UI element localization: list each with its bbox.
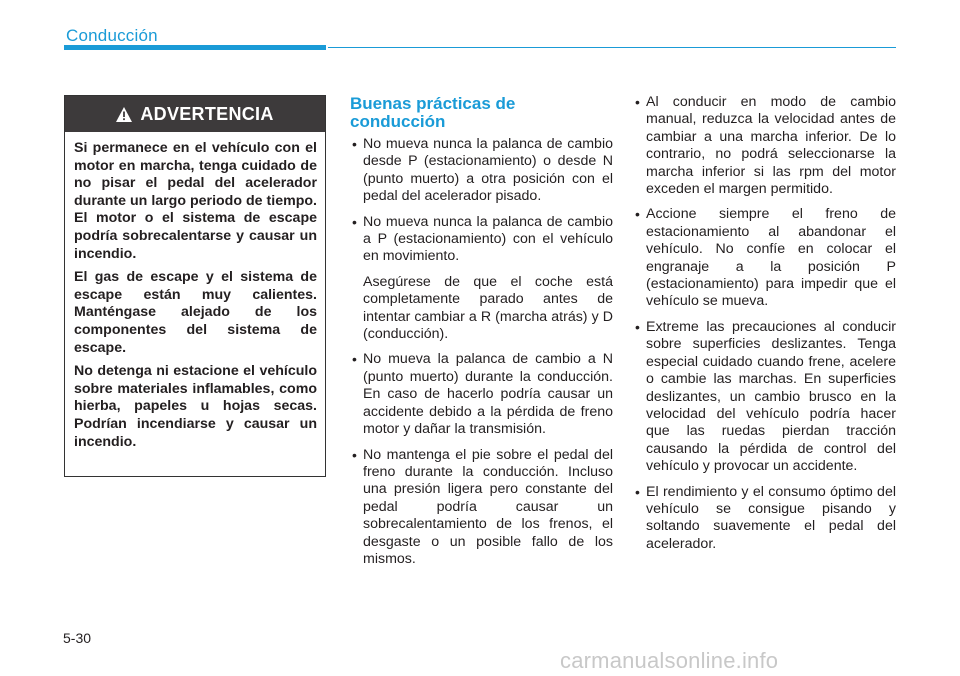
- page-number: 5-30: [63, 630, 92, 646]
- bullet-dot: •: [352, 446, 357, 463]
- warning-title: ADVERTENCIA: [140, 103, 274, 124]
- list-item: [632, 319, 896, 476]
- header-rule-thin: [328, 47, 896, 48]
- list-item-text: No mueva nunca la palanca de cambio a P (estacionamiento) con el vehículo en movimiento.: [363, 213, 613, 265]
- warning-paragraph: El gas de escape y el sistema de escape están muy calientes. Manténgase alejado de los componentes del sistema de escape.: [74, 269, 317, 356]
- list-item-text: Al conducir en modo de cambio manual, reduzca la velocidad antes de cambiar a una marcha inferior. De lo contrario, no podrá seleccionarse la marcha inferior si las rpm del motor exceden el margen permitido.: [646, 94, 896, 198]
- warning-paragraph: No detenga ni estacione el vehículo sobre materiales inflamables, como hierba, papeles u hojas secas. Podrían incendiarse y causar un incendio.: [74, 363, 317, 450]
- warning-header: [65, 96, 325, 132]
- bullet-dot: •: [635, 318, 640, 335]
- right-column: [632, 94, 896, 561]
- list-item-text: Accione siempre el freno de estacionamiento al abandonar el vehículo. No confíe en colocar el engranaje a la posición P (estacionamiento) para impedir que el vehículo se mueva.: [646, 206, 896, 310]
- list-item-text: No mantenga el pie sobre el pedal del freno durante la conducción. Incluso una presión ligera pero constante del pedal podría causar un sobrecalentamiento de los frenos, el desgaste o un posible fallo de los mismos.: [363, 446, 613, 567]
- header-rule-thick: [64, 45, 326, 50]
- watermark: carmanualsonline.info: [560, 648, 779, 673]
- list-item-text: El rendimiento y el consumo óptimo del vehículo se consigue pisando y soltando suavemente el pedal del acelerador.: [646, 483, 896, 552]
- list-item-text: Asegúrese de que el coche está completamente parado antes de intentar cambiar a R (marcha atrás) y D (conducción).: [363, 273, 613, 343]
- list-item-text: No mueva nunca la palanca de cambio desde P (estacionamiento) o desde N (punto muerto) a otra posición con el pedal del acelerador pisado.: [363, 136, 613, 205]
- bullet-dot: •: [635, 206, 640, 223]
- list-item: [349, 447, 613, 569]
- bullet-dot: •: [352, 136, 357, 152]
- bullet-dot: •: [635, 94, 640, 110]
- list-item-text: No mueva la palanca de cambio a N (punto muerto) durante la conducción. En caso de hacerlo podría causar un accidente debido a la pérdida de freno motor y dañar la transmisión.: [363, 351, 613, 438]
- bullet-dot: •: [352, 351, 357, 368]
- warning-triangle-icon: [116, 107, 132, 122]
- warning-box: [64, 95, 326, 477]
- list-item: [349, 214, 613, 266]
- list-item: [349, 136, 613, 206]
- list-item-text: Extreme las precauciones al conducir sobre superficies deslizantes. Tenga especial cuidado cuando frene, acelere o cambie las marchas. En superficies deslizantes, un cambio brusco en la velocidad del vehículo podría hacer que las ruedas pierdan tracción causando la pérdida de control del vehículo y provocar un accidente.: [646, 318, 896, 475]
- list-item: [349, 351, 613, 438]
- section-heading: Buenas prácticas de conducción: [350, 94, 516, 131]
- warning-paragraph: Si permanece en el vehículo con el motor en marcha, tenga cuidado de no pisar el pedal del acelerador durante un largo periodo de tiempo. El motor o el sistema de escape podría sobrecalentarse y causar un incendio.: [74, 140, 317, 262]
- list-item: [632, 206, 896, 310]
- list-item: [632, 484, 896, 554]
- bullet-dot: •: [635, 483, 640, 500]
- warning-body: [65, 132, 325, 451]
- bullet-dot: •: [352, 213, 357, 230]
- list-item-continuation: [349, 274, 613, 344]
- section-title: Conducción: [66, 26, 158, 45]
- list-item: [632, 94, 896, 198]
- middle-column: [349, 136, 613, 576]
